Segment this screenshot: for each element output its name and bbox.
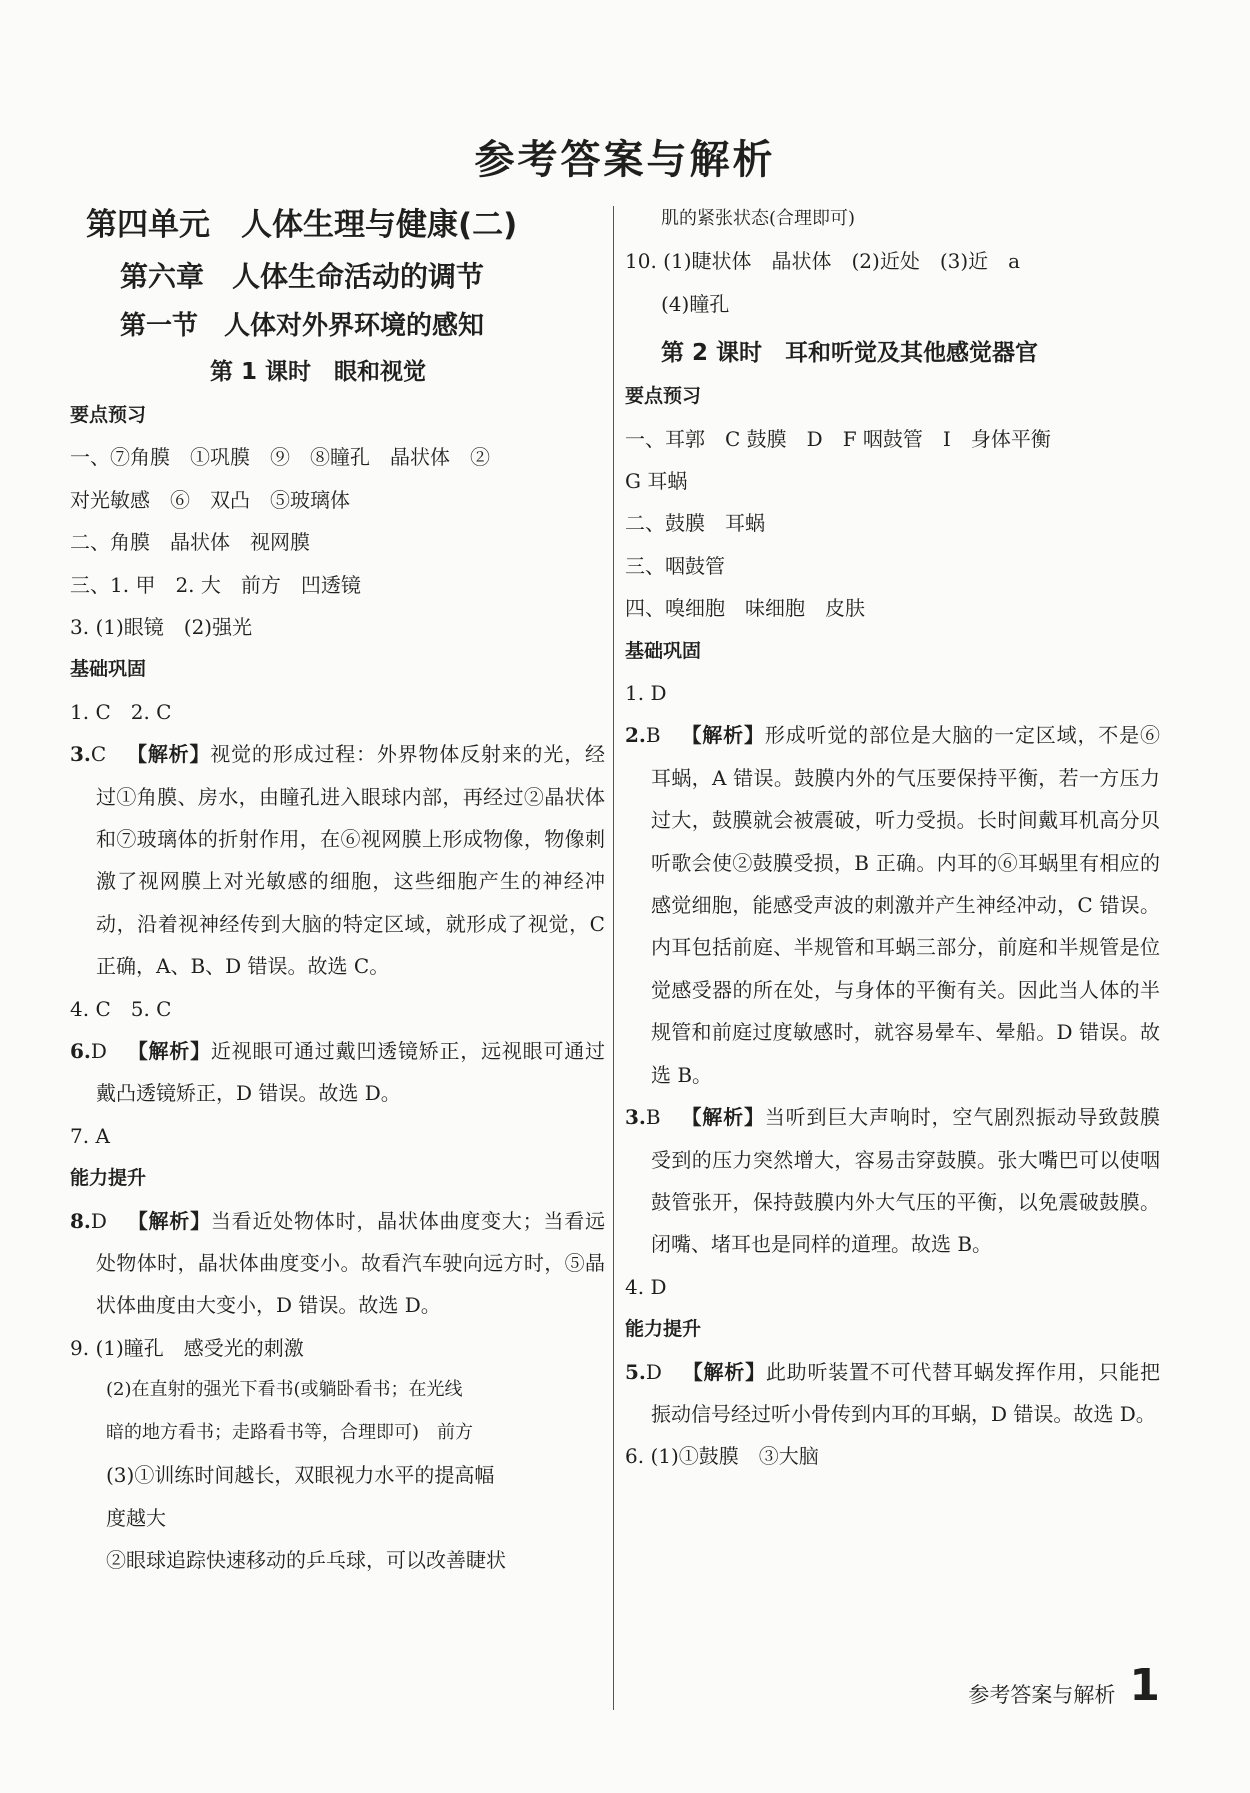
category-heading: 基础巩固 (70, 658, 147, 681)
answer-line: 三、1. 甲 2. 大 前方 凹透镜 (70, 572, 361, 597)
answer-subline: 肌的紧张状态(合理即可) (661, 208, 856, 229)
question-number: 3. (625, 1105, 646, 1130)
left-answer-list (70, 394, 605, 1581)
answer-subline: (4)瞳孔 (661, 291, 730, 316)
answer-subline: ②眼球追踪快速移动的乒乓球，可以改善睫状 (106, 1547, 506, 1572)
question-number: 5. (625, 1359, 646, 1384)
answer-choice: B (645, 723, 661, 748)
analysis-tag: 【解析】 (126, 1208, 211, 1233)
answer-item (625, 1351, 1160, 1436)
answer-line: 9. (1)瞳孔 感受光的刺激 (70, 1335, 304, 1360)
section-heading: 第一节 人体对外界环境的感知 (120, 311, 485, 341)
category-heading: 能力提升 (70, 1167, 147, 1190)
category-heading: 要点预习 (70, 404, 147, 426)
answer-item (625, 714, 1160, 1096)
answer-line: 10. (1)睫状体 晶状体 (2)近处 (3)近 a (625, 249, 1021, 274)
page-footer (968, 1655, 1160, 1711)
answer-item (625, 1096, 1160, 1266)
answer-item (70, 733, 605, 987)
answer-choice: C (90, 742, 107, 767)
question-number: 2. (625, 723, 646, 748)
answer-choice: B (645, 1105, 661, 1130)
analysis-tag: 【解析】 (681, 1359, 766, 1384)
analysis-text: 当听到巨大声响时，空气剧烈振动导致鼓膜受到的压力突然增大，容易击穿鼓膜。张大嘴巴可以使咽鼓管张开，保持鼓膜内外大气压的平衡，以免震破鼓膜。闭嘴、堵耳也是同样的道理。故选 B。 (651, 1105, 1160, 1257)
analysis-tag: 【解析】 (680, 1105, 765, 1130)
answer-choice: D (90, 1208, 107, 1233)
answer-line: 6. (1)①鼓膜 ③大脑 (625, 1444, 819, 1469)
left-column (70, 198, 605, 1581)
lesson-heading-2: 第 2 课时 耳和听觉及其他感觉器官 (661, 340, 1039, 367)
analysis-text: 近视眼可通过戴凹透镜矫正，远视眼可通过戴凸透镜矫正，D 错误。故选 D。 (96, 1039, 605, 1106)
question-number: 8. (70, 1208, 91, 1233)
answer-subline: (2)在直射的强光下看书(或躺卧看书；在光线 (106, 1379, 463, 1401)
page-number: 1 (1129, 1660, 1160, 1711)
answer-line: 7. A (70, 1123, 110, 1148)
chapter-heading: 第六章 人体生命活动的调节 (120, 260, 485, 293)
answer-line: 4. D (625, 1274, 667, 1299)
footer-label: 参考答案与解析 (968, 1683, 1116, 1707)
analysis-tag: 【解析】 (680, 723, 765, 748)
answer-line: 1. D (625, 681, 667, 706)
answer-line: 二、角膜 晶状体 视网膜 (70, 530, 310, 555)
answer-choice: D (90, 1039, 107, 1064)
category-heading: 能力提升 (625, 1318, 702, 1341)
answer-line: 一、耳郭 C 鼓膜 D F 咽鼓管 I 身体平衡 (625, 426, 1051, 451)
question-number: 3. (70, 742, 91, 767)
analysis-tag: 【解析】 (126, 742, 211, 767)
analysis-text: 当看近处物体时，晶状体曲度变大；当看远处物体时，晶状体曲度变小。故看汽车驶向远方时，⑤晶状体曲度由大变小，D 错误。故选 D。 (96, 1208, 605, 1318)
category-heading: 要点预习 (625, 385, 702, 408)
answer-subline: 暗的地方看书；走路看书等，合理即可) 前方 (106, 1421, 474, 1443)
column-divider (613, 206, 614, 1710)
analysis-text: 此助听装置不可代替耳蜗发挥作用，只能把振动信号经过听小骨传到内耳的耳蜗，D 错误。故选 D。 (651, 1359, 1160, 1426)
lesson-heading: 第 1 课时 眼和视觉 (210, 359, 427, 385)
answer-line: 一、⑦角膜 ①巩膜 ⑨ ⑧瞳孔 晶状体 ② (70, 445, 490, 470)
answer-line: 三、咽鼓管 (625, 553, 725, 578)
answer-line: 二、鼓膜 耳蜗 (625, 511, 765, 536)
answer-line: 四、嗅细胞 味细胞 皮肤 (625, 596, 865, 621)
question-number: 6. (70, 1039, 91, 1064)
analysis-tag: 【解析】 (126, 1039, 211, 1064)
analysis-text: 形成听觉的部位是大脑的一定区域，不是⑥耳蜗，A 错误。鼓膜内外的气压要保持平衡，若一方压力过大，鼓膜就会被震破，听力受损。长时间戴耳机高分贝听歌会使②鼓膜受损，B 正确。内耳的⑥耳蜗里有相应的感觉细胞，能感受声波的刺激并产生神经冲动，C 错误。内耳包括前庭、半规管和耳蜗三部分，前庭和半规管是位觉感受器的所在处，与身体的平衡有关。因此当人体的半规管和前庭过度敏感时，就容易晕车、晕船。D 错误。故选 B。 (651, 723, 1160, 1087)
right-answer-list (625, 375, 1160, 1478)
page-title: 参考答案与解析 (474, 137, 776, 183)
answer-line: 3. (1)眼镜 (2)强光 (70, 615, 253, 640)
unit-heading: 第四单元 人体生理与健康(二) (86, 207, 518, 243)
right-column (625, 198, 1160, 1478)
analysis-text: 视觉的形成过程：外界物体反射来的光，经过①角膜、房水，由瞳孔进入眼球内部，再经过②晶状体和⑦玻璃体的折射作用，在⑥视网膜上形成物像，物像刺激了视网膜上对光敏感的细胞，这些细胞产生的神经冲动，沿着视神经传到大脑的特定区域，就形成了视觉，C 正确，A、B、D 错误。故选 C。 (96, 742, 605, 979)
answer-item (70, 1200, 605, 1327)
answer-line: 4. C 5. C (70, 996, 172, 1021)
answer-subline: (3)①训练时间越长，双眼视力水平的提高幅 (106, 1463, 495, 1488)
category-heading: 基础巩固 (625, 639, 702, 662)
right-continued-answers (625, 198, 1160, 325)
answer-line: G 耳蜗 (625, 469, 688, 494)
answer-subline: 度越大 (106, 1505, 166, 1530)
answer-line: 对光敏感 ⑥ 双凸 ⑤玻璃体 (70, 487, 350, 512)
answer-choice: D (645, 1359, 662, 1384)
answer-line: 1. C 2. C (70, 699, 172, 724)
answer-item (70, 1030, 605, 1115)
